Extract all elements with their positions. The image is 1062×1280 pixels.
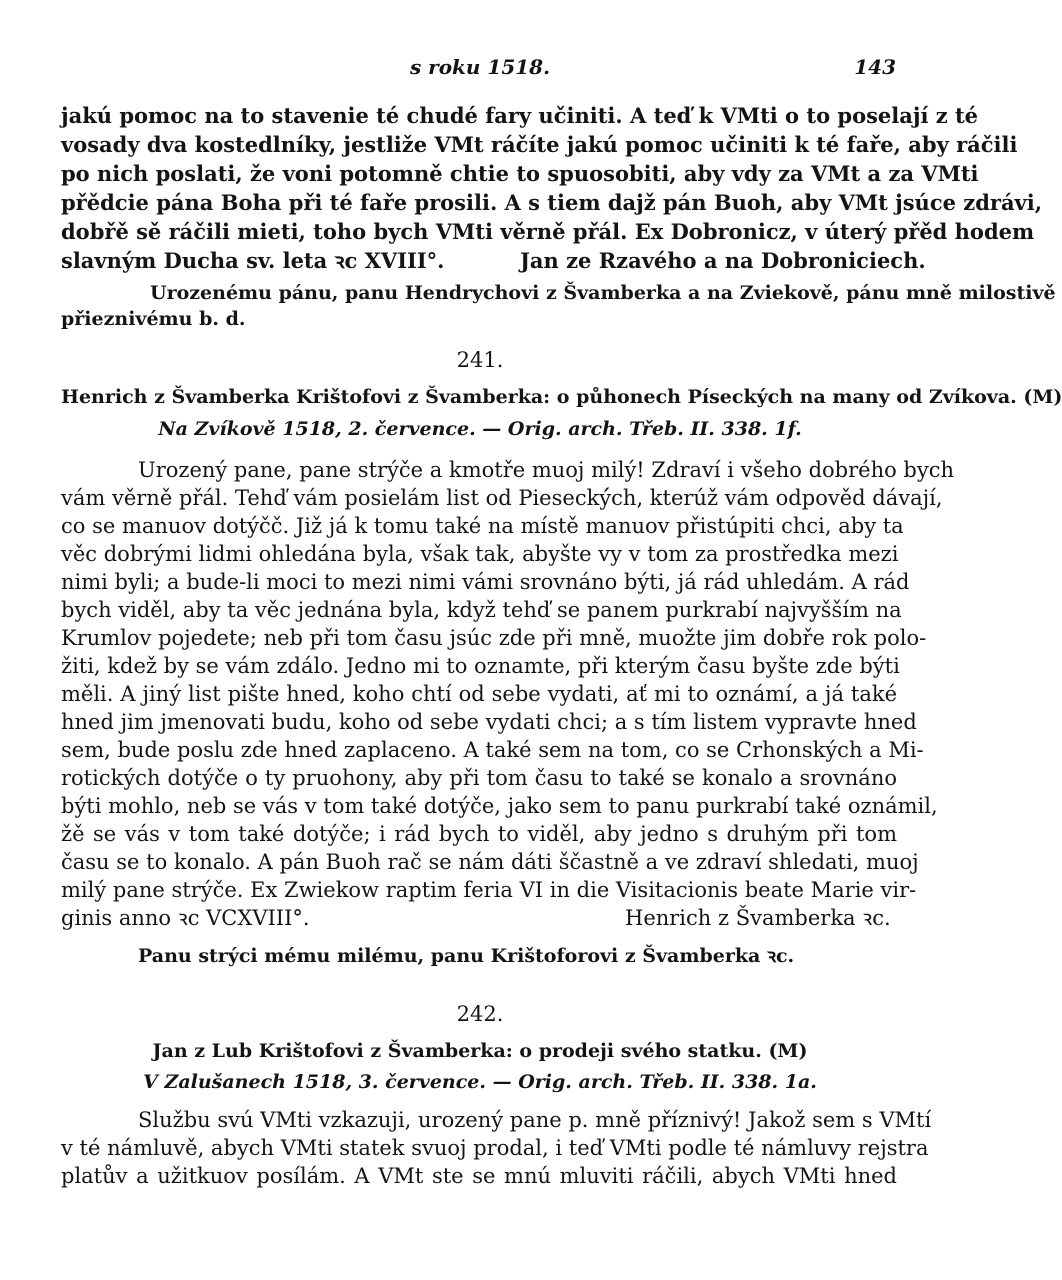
text-line: po nich poslati, že voni potomně chtie to spuosobiti, aby vdy za VMt a za VMti bbox=[61, 161, 979, 186]
text-line: žě se vás v tom také dotýče; i rád bych to viděl, aby jedno s druhým při tom bbox=[61, 822, 897, 846]
address-line: přieznivému b. d. bbox=[61, 308, 246, 330]
letter-heading: Jan z Lub Krištofovi z Švamberka: o prodeji svého statku. (M) bbox=[152, 1040, 808, 1062]
letter-source: Na Zvíkově 1518, 2. července. — Orig. arch. Třeb. II. 338. 1f. bbox=[158, 418, 802, 440]
text-line: vám věrně přál. Tehď vám posielám list od Piesecký́ch, kterúž vám odpověd dávají, bbox=[61, 486, 943, 510]
letter-heading: Henrich z Švamberka Krištofovi z Švamberka: o půhonech Píseckých na many od Zvíkova. (M) bbox=[61, 386, 1062, 408]
text-line: milý pane strýče. Ex Zwiekow raptim feria VI in die Visitacionis beate Marie vir- bbox=[61, 878, 917, 902]
text-line: žiti, kdež by se vám zdálo. Jedno mi to oznamte, při kterým času byšte zde býti bbox=[61, 654, 900, 678]
address-line: Urozenému pánu, panu Hendrychovi z Švamberka a na Zviekově, pánu mně milostivě bbox=[150, 282, 1056, 304]
signature: Henrich z Švamberka ꝛc. bbox=[625, 906, 891, 930]
letter-number: 241. bbox=[456, 348, 504, 372]
text-line: měli. A jiný list pište hned, koho chtí od sebe vydati, ať mi to oznámí, a já také bbox=[61, 682, 897, 706]
text-line: býti mohlo, neb se vás v tom také dotýče, jako sem to panu purkrabí také oznámil, bbox=[61, 794, 938, 818]
text-line: platův a užitkuov posílám. A VMt ste se mnú mluviti ráčili, abych VMti hned bbox=[61, 1164, 897, 1188]
text-line: co se manuov dotýčč. Již já k tomu také na místě manuov přistúpiti chci, aby ta bbox=[61, 514, 904, 538]
text-line: slavným Ducha sv. leta ꝛc XVIII°. bbox=[61, 248, 445, 273]
text-line: Službu svú VMti vzkazuji, urozený pane p. mně příznivý! Jakož sem s VMtí bbox=[138, 1108, 932, 1132]
letter-number: 242. bbox=[456, 1002, 504, 1026]
page-number: 143 bbox=[854, 55, 896, 79]
signature: Jan ze Rzavého a na Dobroniciech. bbox=[520, 248, 926, 273]
text-line: vosady dva kostedlníky, jestliže VMt ráčíte jakú pomoc učiniti k té faře, aby ráčili bbox=[61, 132, 1018, 157]
text-line: sem, bude poslu zde hned zaplaceno. A také sem na tom, co se Crhonských a Mi- bbox=[61, 738, 924, 762]
text-line: bych viděl, aby ta věc jednána byla, když tehď se panem purkrabí najvyšším na bbox=[61, 598, 902, 622]
text-line: dobřě sě ráčili mieti, toho bych VMti věrně přál. Ex Dobronicz, v úterý přěd hodem bbox=[61, 219, 1035, 244]
address-line: Panu strýci mému milému, panu Krištoforovi z Švamberka ꝛc. bbox=[138, 945, 795, 967]
letter-source: V Zalušanech 1518, 3. července. — Orig. arch. Třeb. II. 338. 1a. bbox=[143, 1071, 817, 1093]
text-line: hned jim jmenovati budu, koho od sebe vydati chci; a s tím listem vypravte hned bbox=[61, 710, 917, 734]
text-line: jakú pomoc na to stavenie té chudé fary učiniti. A teď k VMti o to poselají z té bbox=[61, 103, 979, 128]
text-line: času se to konalo. A pán Buoh rač se nám dáti ščastně a ve zdraví shledati, muoj bbox=[61, 850, 919, 874]
text-line: Krumlov pojedete; neb při tom času jsúc zde při mně, muožte jim dobře rok polo- bbox=[61, 626, 927, 650]
text-line: rotických dotýče o ty pruohony, aby při tom času to také se konalo a srovnáno bbox=[61, 766, 897, 790]
text-line: Urozený pane, pane strýče a kmotře muoj milý! Zdraví i všeho dobrého bych bbox=[138, 458, 955, 482]
text-line: ginis anno ꝛc VCXVIII°. bbox=[61, 906, 310, 930]
text-line: nimi byli; a bude-li moci to mezi nimi vámi srovnáno býti, já rád uhledám. A rád bbox=[61, 570, 910, 594]
text-line: věc dobrými lidmi ohledána byla, však tak, abyšte vy v tom za prostředka mezi bbox=[61, 542, 899, 566]
running-header: s roku 1518. bbox=[409, 55, 551, 79]
text-line: přědcie pána Boha při té faře prosili. A s tiem dajž pán Buoh, aby VMt jsúce zdrávi, bbox=[61, 190, 1043, 215]
text-line: v té námluvě, abych VMti statek svuoj prodal, i teď VMti podle té námluvy rejstra bbox=[61, 1136, 929, 1160]
